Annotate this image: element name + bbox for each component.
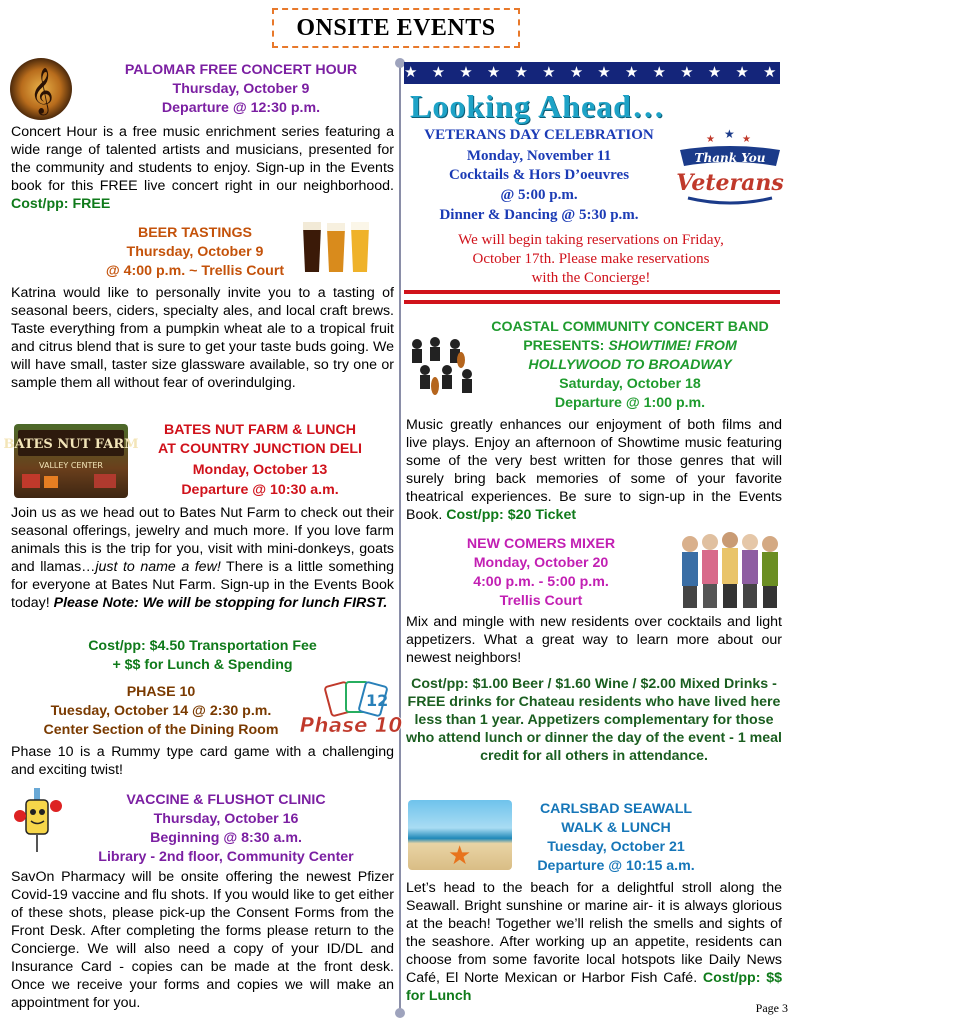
mixer-title: NEW COMERS MIXER [466, 536, 616, 552]
mixer-body: Mix and mingle with new residents over cocktails and light appetizers. What a great way to learn more about our newest neighbors! [406, 614, 782, 666]
beer-time: @ 4:00 p.m. ~ Trellis Court [105, 263, 285, 279]
bates-sign-line1: BATES NUT FARM [3, 437, 139, 452]
bates-body-2: There is a little something for everyone at Bates Nut Farm. Sign-up in the Events Book today! [11, 559, 394, 611]
phase-date: Tuesday, October 14 @ 2:30 p.m. [50, 703, 272, 719]
syringe-cartoon-image [12, 786, 68, 856]
page-title: ONSITE EVENTS [296, 14, 496, 41]
column-divider [399, 62, 401, 1012]
phase-title: PHASE 10 [126, 684, 196, 700]
beach-starfish-image [408, 800, 512, 870]
music-note-image [10, 58, 72, 120]
beer-date: Thursday, October 9 [126, 244, 264, 260]
band-title-1: COASTAL COMMUNITY CONCERT BAND [491, 319, 769, 335]
badge-top-text: Thank You [694, 151, 766, 165]
mixer-date: Monday, October 20 [473, 555, 609, 571]
phase-body: Phase 10 is a Rummy type card game with a challenging and exciting twist! [11, 744, 394, 778]
phase-place: Center Section of the Dining Room [43, 722, 279, 738]
bates-title-2: AT COUNTRY JUNCTION DELI [158, 441, 362, 457]
vaccine-body: SavOn Pharmacy will be onsite offering the newest Pfizer Covid-19 vaccine and flu shots. If you would like to get either of these shots, please pick-up the Consent Forms from the Front Desk. After completing the forms please return to the Concierge. We will also need a copy of your ID/DL and Insurance Card - copies can be made at the front desk. Once we receive your forms and copies we will make an appointment for you. [11, 869, 394, 1011]
seawall-departure: Departure @ 10:15 a.m. [537, 858, 695, 874]
bates-cost-1: Cost/pp: $4.50 Transportation Fee [88, 638, 317, 654]
vaccine-date: Thursday, October 16 [153, 811, 299, 827]
badge-star-3: ★ [742, 134, 751, 145]
mixer-cost: Cost/pp: $1.00 Beer / $1.60 Wine / $2.00 Mixed Drinks - FREE drinks for Chateau residents who have lived here less than 1 year. Appetizers complementary for those who attend lunch or dinner the day of the event - 1 meal credit for all others in attendance. [405, 676, 783, 764]
badge-star-1: ★ [706, 134, 715, 145]
white-rule [404, 296, 780, 298]
vaccine-time: Beginning @ 8:30 a.m. [150, 830, 302, 846]
beer-title: BEER TASTINGS [137, 225, 253, 241]
looking-ahead-heading: Looking Ahead… [410, 88, 665, 124]
seawall-title-2: WALK & LUNCH [561, 820, 671, 836]
concert-date: Thursday, October 9 [172, 81, 310, 97]
seawall-body: Let’s head to the beach for a delightful stroll along the Seawall. Bright sunshine or marine air- it is always glorious at the beach! Together we’ll relish the smells and sights of the seashore. After working up an appetite, residents can choose from some favorite local hotspots like Daily News Café, El Norte Mexican or Harbor Fish Café. [406, 880, 782, 986]
mixer-place: Trellis Court [499, 593, 583, 609]
veterans-notice-3: with the Concierge! [531, 270, 651, 286]
veterans-title: VETERANS DAY CELEBRATION [424, 127, 654, 143]
veterans-notice-2: October 17th. Please make reservations [472, 251, 710, 267]
seawall-description [406, 879, 782, 1005]
starfish-icon: ★ [448, 840, 472, 870]
bates-sign-line2: VALLEY CENTER [39, 461, 103, 470]
bates-cost-2: + $$ for Lunch & Spending [112, 657, 293, 673]
bates-body-italic: just to name a few! [95, 559, 221, 575]
band-cost: Cost/pp: $20 Ticket [446, 507, 577, 523]
svg-text:𝄞: 𝄞 [30, 68, 54, 114]
seniors-group-image [676, 528, 782, 610]
band-title-2 [474, 337, 786, 355]
treble-clef-icon [10, 58, 72, 120]
beer-glasses-image [300, 218, 372, 274]
veterans-date: Monday, November 11 [466, 148, 612, 164]
orchestra-image [405, 330, 477, 400]
concert-cost: Cost/pp: FREE [11, 196, 111, 212]
bates-note: Please Note: We will be stopping for lunch FIRST. [53, 595, 388, 611]
seawall-title-1: CARLSBAD SEAWALL [539, 801, 693, 817]
veterans-line-1: Cocktails & Hors D’oeuvres [448, 167, 630, 183]
phase-logo-text: Phase 10 [299, 713, 403, 737]
concert-body: Concert Hour is a free music enrichment series featuring a wide range of talented artists and musicians, presented for the community and students to enjoy. Sign-up in the Events book for this FREE live concert right in our neighborhood. [11, 124, 394, 194]
badge-star-2: ★ [724, 127, 735, 141]
page-title-box [272, 8, 520, 48]
page-number: Page 3 [755, 1001, 788, 1015]
concert-description [11, 123, 394, 213]
mixer-time: 4:00 p.m. - 5:00 p.m. [473, 574, 609, 590]
bates-title-1: BATES NUT FARM & LUNCH [163, 422, 357, 438]
stars-banner: ★ ★ ★ ★ ★ ★ ★ ★ ★ ★ ★ ★ ★ ★ ★ ★ ★ ★ ★ ★ ★ [404, 62, 780, 84]
bates-body-1: Join us as we head out to Bates Nut Farm to check out their seasonal offerings, jewelry and much more. If you love farm animals this is the trip for you, visit with mini-donkeys, goats and llamas… [11, 505, 394, 575]
divider-bottom-dot [395, 1008, 405, 1018]
bates-farm-image [3, 424, 139, 498]
band-title-2b: SHOWTIME! FROM [608, 338, 737, 354]
bates-departure: Departure @ 10:30 a.m. [181, 482, 339, 498]
concert-departure: Departure @ 12:30 p.m. [161, 100, 321, 116]
veterans-line-2: @ 5:00 p.m. [500, 187, 578, 203]
seawall-date: Tuesday, October 21 [547, 839, 685, 855]
beer-body: Katrina would like to personally invite you to a tasting of seasonal beers, ciders, specialty ales, and local craft brews. Taste everything from a pumpkin wheat ale to a tropical fruit and citrus blend that is sure to get your taste buds going. We will have small, taster size glassware available, so try one or sample them all without fear of overindulging. [11, 285, 394, 391]
bates-description [11, 504, 394, 612]
red-rule-top [404, 290, 780, 294]
band-body: Music greatly enhances our enjoyment of both films and live plays. Enjoy an afternoon of Showtime music featuring some of the very best written for those genres that will surely bring back memories of some of your favorite theatrical experiences. Be sure to sign-up in the Events Book. [406, 417, 782, 523]
concert-title: PALOMAR FREE CONCERT HOUR [124, 62, 358, 78]
band-title-3: HOLLYWOOD TO BROADWAY [528, 357, 732, 373]
band-title-2a: PRESENTS: [523, 338, 609, 354]
veterans-notice-1: We will begin taking reservations on Friday, [458, 232, 724, 248]
vaccine-place: Library - 2nd floor, Community Center [98, 849, 354, 865]
phase-card-number: 12 [366, 691, 389, 710]
badge-bottom-text: Veterans [676, 170, 784, 196]
phase-10-logo [299, 680, 403, 738]
seawall-cost: Cost/pp: $$ for Lunch [406, 970, 782, 1004]
veterans-line-3: Dinner & Dancing @ 5:30 p.m. [439, 207, 639, 223]
band-departure: Departure @ 1:00 p.m. [554, 395, 706, 411]
vaccine-title: VACCINE & FLUSHOT CLINIC [126, 792, 326, 808]
band-description [406, 416, 782, 524]
band-date: Saturday, October 18 [559, 376, 701, 392]
bates-date: Monday, October 13 [192, 462, 328, 478]
thank-you-veterans-badge [676, 128, 784, 210]
red-rule-bottom [404, 300, 780, 304]
